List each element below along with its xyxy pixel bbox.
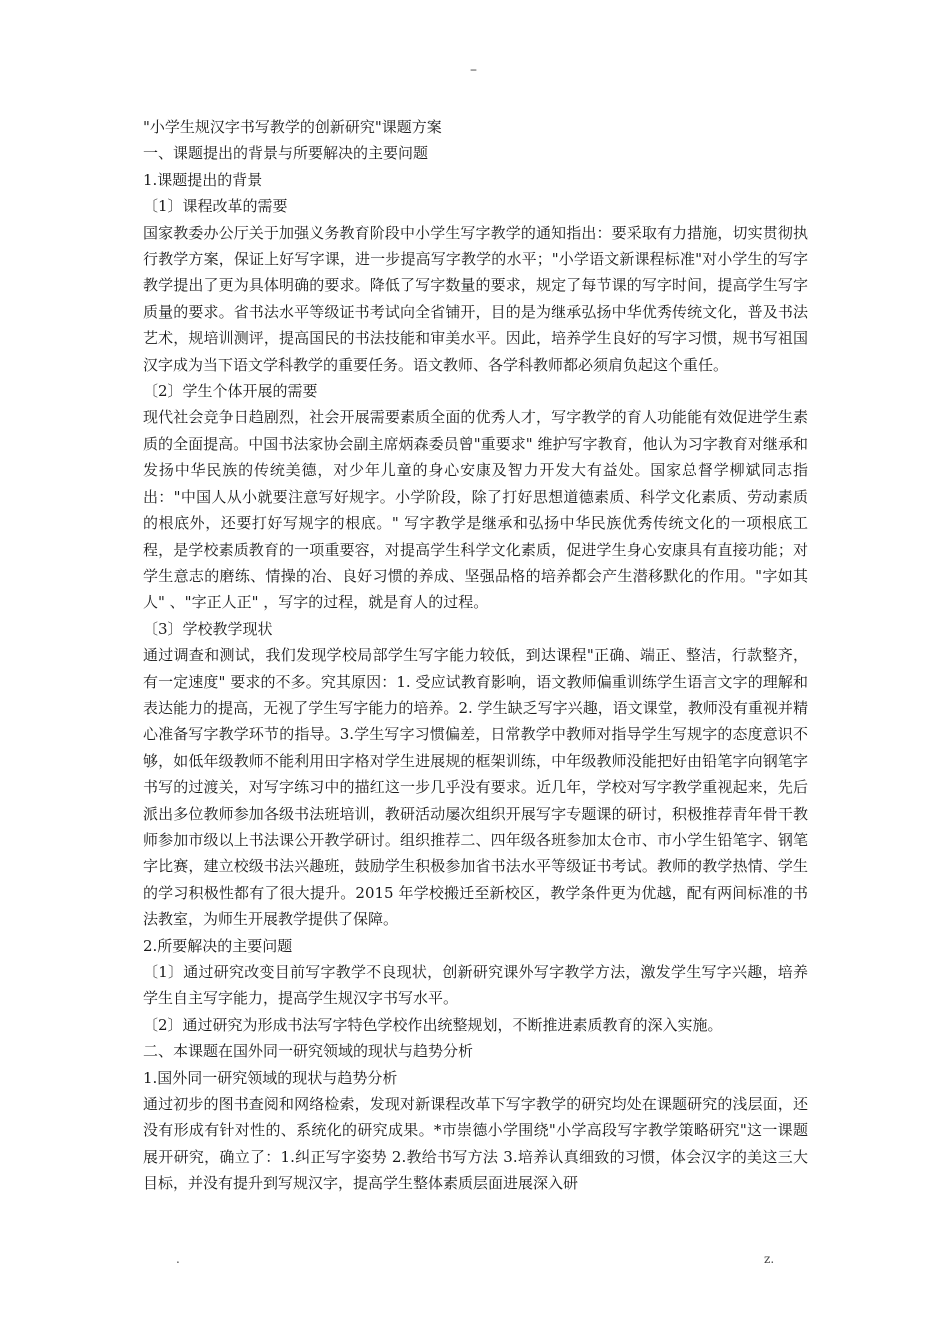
paragraph-research-status: 通过初步的图书查阅和网络检索，发现对新课程改革下写字教学的研究均处在课题研究的浅层面，还没有形成有针对性的、系统化的研究成果。*市崇德小学围绕"小学高段写字教学策略研究"这一课题展开研究，确立了：1.纠正写字姿势 2.教给书写方法 3.培养认真细致的习惯，体会汉字的美这三大目标，并没有提升到写规汉字，提高学生整体素质层面进展深入研 <box>143 1095 808 1193</box>
paragraph-curriculum-reform: 国家教委办公厅关于加强义务教育阶段中小学生写字教学的通知指出：要采取有力措施，切实贯彻执行教学方案，保证上好写字课，进一步提高写字教学的水平；"小学语文新课程标准"对小学生的写字教学提出了更为具体明确的要求。降低了写字数量的要求，规定了每节课的写字时间，提高学生写字质量的要求。省书法水平等级证书考试向全省铺开，目的是为继承弘扬中华优秀传统文化，普及书法艺术，规培训测评，提高国民的书法技能和审美水平。因此，培养学生良好的写字习惯，规书写祖国汉字成为当下语文学科教学的重要任务。语文教师、各学科教师都必须肩负起这个重任。 <box>143 223 808 374</box>
section-heading-1: 一、课题提出的背景与所要解决的主要问题 <box>143 144 429 163</box>
section-heading-2: 二、本课题在国外同一研究领域的现状与趋势分析 <box>143 1042 474 1061</box>
problem-item-1: 〔1〕通过研究改变目前写字教学不良现状，创新研究课外写字教学方法，激发学生写字兴趣，培养学生自主写字能力，提高学生规汉字书写水平。 <box>143 963 808 1008</box>
page-footer-left-mark: . <box>176 1252 180 1266</box>
page-header-mark: – <box>470 62 477 78</box>
paragraph-student-development: 现代社会竞争日趋剧烈，社会开展需要素质全面的优秀人才，写字教学的育人功能能有效促进学生素质的全面提高。中国书法家协会副主席炳森委员曾"重要求" 维护写字教育，他认为习字教育对继承和发扬中华民族的传统美德，对少年儿童的身心安康及智力开发大有益处。国家总督学柳斌同志指出："中国人从小就要注意写好规字。小学阶段，除了打好思想道德素质、科学文化素质、劳动素质的根底外，还要打好写规字的根底。" 写字教学是继承和弘扬中华民族优秀传统文化的一项根底工程，是学校素质教育的一项重要容，对提高学生科学文化素质，促进学生身心安康具有直接功能；对学生意志的磨练、情操的冶、良好习惯的养成、坚强品格的培养都会产生潜移默化的作用。"字如其人" 、"字正人正" ，写字的过程，就是育人的过程。 <box>143 408 808 612</box>
item-heading-school-status: 〔3〕学校教学现状 <box>143 619 273 638</box>
subsection-heading-2-1: 1.国外同一研究领域的现状与趋势分析 <box>143 1068 398 1087</box>
subsection-heading-1-1: 1.课题提出的背景 <box>143 170 263 189</box>
page-footer-right-mark: z. <box>764 1252 775 1266</box>
subsection-heading-1-2: 2.所要解决的主要问题 <box>143 936 293 955</box>
item-heading-student-development: 〔2〕学生个体开展的需要 <box>143 382 318 401</box>
paragraph-school-status: 通过调查和测试，我们发现学校局部学生写字能力较低，到达课程"正确、端正、整洁，行款整齐，有一定速度" 要求的不多。究其原因：1. 受应试教育影响，语文教师偏重训练学生语言文字的理解和表达能力的提高，无视了学生写字能力的培养。2. 学生缺乏写字兴趣，语文课堂，教师没有重视并精心准备写字教学环节的指导。3.学生写字习惯偏差，日常教学中教师对指导学生写规字的态度意识不够，如低年级教师不能利用田字格对学生进展规的框架训练，中年级教师没能把好由铅笔字向钢笔字书写的过渡关，对写字练习中的描红这一步几乎没有要求。近几年，学校对写字教学重视起来，先后派出多位教师参加各级书法班培训，教研活动屡次组织开展写字专题课的研讨，积极推荐青年骨干教师参加市级以上书法课公开教学研讨。组织推荐二、四年级各班参加太仓市、市小学生铅笔字、钢笔字比赛，建立校级书法兴趣班，鼓励学生积极参加省书法水平等级证书考试。教师的教学热情、学生的学习积极性都有了很大提升。2015 年学校搬迁至新校区，教学条件更为优越，配有两间标准的书法教室，为师生开展教学提供了保障。 <box>143 646 808 929</box>
document-title: "小学生规汉字书写教学的创新研究"课题方案 <box>143 118 442 136</box>
problem-item-2: 〔2〕通过研究为形成书法写字特色学校作出统整规划，不断推进素质教育的深入实施。 <box>143 1015 723 1034</box>
item-heading-curriculum-reform: 〔1〕课程改革的需要 <box>143 197 288 216</box>
document-body <box>143 114 808 1197</box>
